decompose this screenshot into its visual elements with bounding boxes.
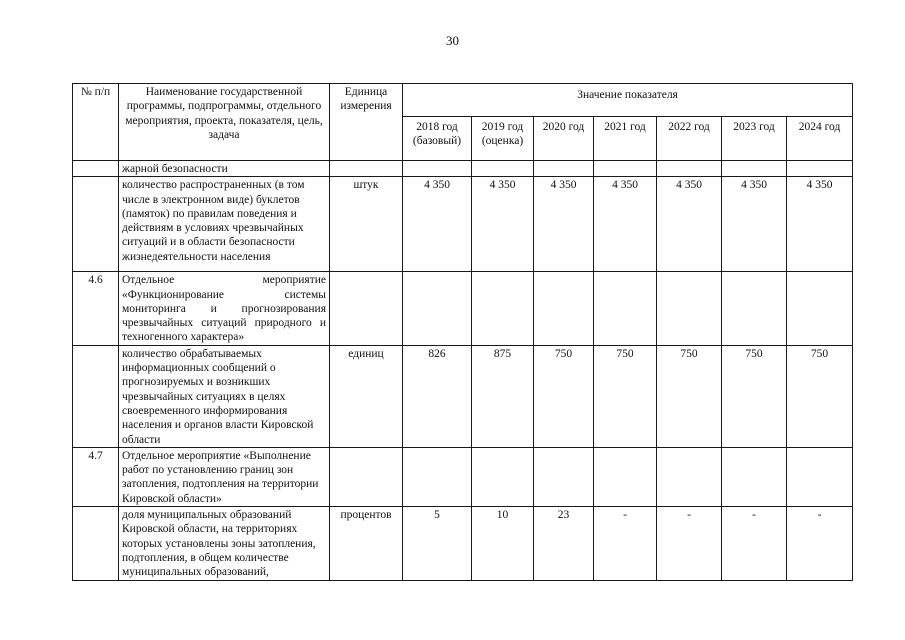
row-name: количество распространенных (в том числе в электронном виде) буклетов (памяток) по правилам поведения и действиям в условиях чрезвычайных ситуаций и в области безопасности жизнедеятельности населения <box>119 177 330 272</box>
row-name: Отдельное мероприятие «Выполнение работ по установлению границ зон затопления, подтопления на территории Кировской области» <box>119 447 330 506</box>
row-value: - <box>657 507 722 580</box>
row-value: 4 350 <box>657 177 722 272</box>
row-value: 4 350 <box>403 177 472 272</box>
header-year-2020: 2020 год <box>534 117 594 161</box>
row-unit <box>330 161 403 177</box>
row-name: доля муниципальных образований Кировской области, на территориях которых установлены зоны затопления, подтопления, в общем количестве муниципальных образований, <box>119 507 330 580</box>
row-value <box>722 272 787 345</box>
row-num <box>73 177 119 272</box>
table-row <box>73 272 853 345</box>
row-value <box>594 161 657 177</box>
header-year-2024: 2024 год <box>787 117 853 161</box>
header-value-group: Значение показателя <box>403 84 853 117</box>
table-row <box>73 177 853 272</box>
row-value <box>403 447 472 506</box>
row-value: 750 <box>787 345 853 447</box>
header-year-2021: 2021 год <box>594 117 657 161</box>
row-value <box>534 272 594 345</box>
row-num <box>73 161 119 177</box>
row-name: Отдельное мероприятие «Функционирование системы мониторинга и прогнозирования чрезвычайных ситуаций природного и техногенного характера» <box>119 272 330 345</box>
page-number: 30 <box>446 33 459 48</box>
row-value: 4 350 <box>594 177 657 272</box>
row-value <box>472 447 534 506</box>
header-year-2022: 2022 год <box>657 117 722 161</box>
row-value <box>534 447 594 506</box>
row-value: 750 <box>534 345 594 447</box>
row-value <box>787 161 853 177</box>
row-name: количество обрабатываемых информационных сообщений о прогнозируемых и возникших чрезвычайных ситуациях в целях своевременного информирования населения и органов власти Кировской области <box>119 345 330 447</box>
row-value: 4 350 <box>787 177 853 272</box>
row-unit: штук <box>330 177 403 272</box>
row-value: - <box>787 507 853 580</box>
row-value: 4 350 <box>472 177 534 272</box>
header-year-2018: 2018 год (базовый) <box>403 117 472 161</box>
row-value <box>787 272 853 345</box>
row-value: 750 <box>594 345 657 447</box>
row-value <box>534 161 594 177</box>
row-unit <box>330 447 403 506</box>
row-value: - <box>594 507 657 580</box>
row-num: 4.6 <box>73 272 119 345</box>
table-row <box>73 345 853 447</box>
indicator-table <box>72 83 853 581</box>
header-name: Наименование государственной программы, подпрограммы, отдельного мероприятия, проекта, показателя, цель, задача <box>119 84 330 161</box>
row-value: 4 350 <box>722 177 787 272</box>
row-num: 4.7 <box>73 447 119 506</box>
row-value <box>787 447 853 506</box>
header-num: № п/п <box>73 84 119 161</box>
table-row <box>73 161 853 177</box>
row-value: 826 <box>403 345 472 447</box>
row-value <box>594 447 657 506</box>
row-value <box>657 272 722 345</box>
table-row <box>73 507 853 580</box>
row-unit: процентов <box>330 507 403 580</box>
row-value <box>403 272 472 345</box>
row-num <box>73 507 119 580</box>
header-year-2019: 2019 год (оценка) <box>472 117 534 161</box>
row-value <box>657 447 722 506</box>
row-value: 23 <box>534 507 594 580</box>
row-value <box>722 447 787 506</box>
row-value <box>722 161 787 177</box>
row-value: 4 350 <box>534 177 594 272</box>
row-unit: единиц <box>330 345 403 447</box>
row-value <box>594 272 657 345</box>
row-value <box>472 272 534 345</box>
row-value: - <box>722 507 787 580</box>
row-value: 10 <box>472 507 534 580</box>
row-name: жарной безопасности <box>119 161 330 177</box>
row-value: 875 <box>472 345 534 447</box>
row-value: 750 <box>657 345 722 447</box>
row-value: 5 <box>403 507 472 580</box>
row-value <box>657 161 722 177</box>
header-unit: Единица измерения <box>330 84 403 161</box>
row-num <box>73 345 119 447</box>
row-unit <box>330 272 403 345</box>
row-value <box>472 161 534 177</box>
header-year-2023: 2023 год <box>722 117 787 161</box>
table-row <box>73 447 853 506</box>
row-value: 750 <box>722 345 787 447</box>
row-value <box>403 161 472 177</box>
